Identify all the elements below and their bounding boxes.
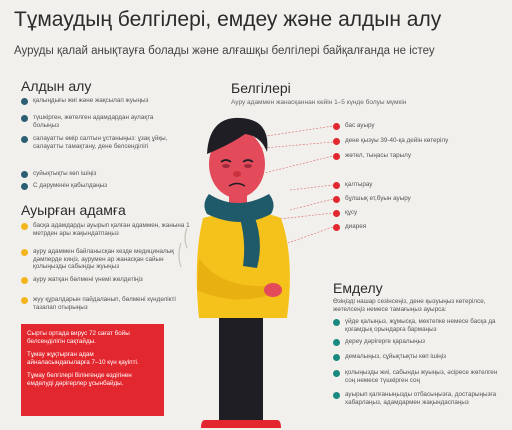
- prevention-heading: Алдын алу: [21, 78, 92, 94]
- list-item: бас ауыру: [333, 122, 503, 137]
- right-shoe: [241, 420, 281, 428]
- alert-text: Сырты ортада вирус 72 сағат бойы белсенділігін сақтайды.: [27, 330, 130, 345]
- list-item: ауру адаммен байланысқан кезде медициналық дәмперде киңіз, аурумен ар жанасқан сайын қолыңызды сабынды жуыңыз: [21, 248, 191, 276]
- list-item: түшкірген, жөтелген адамдардан аулақта болыңыз: [21, 114, 181, 135]
- list-item: суйықтықты көп ішіңіз: [21, 170, 181, 182]
- list-item: қалыңдығы жиі және жақсылап жуыңыз: [21, 97, 181, 114]
- nose: [233, 171, 241, 177]
- list-item: С дәруменін қабылдаңыз: [21, 182, 181, 194]
- treatment-list: [333, 318, 505, 415]
- symptoms-subheading: Ауру адаммен жанасқаннан кейін 1–5 күнде болуы мүмкін: [231, 99, 407, 106]
- list-item: дене қызуы 39-40-қа дейін көтерілу: [333, 137, 503, 152]
- list-item: салауатты өмір салтын ұстаныңыз: ұзақ ұйқы, салауатты тамақтану, дене белсенділігі: [21, 135, 181, 170]
- left-shoe: [201, 420, 241, 428]
- list-item: құсу: [333, 209, 503, 223]
- symptoms-heading: Белгілері: [231, 80, 291, 96]
- list-item: басқа адамдарды ауырып қалған адаммен, жанына 1 метрден ары жақындатпаңыз: [21, 222, 191, 248]
- list-item: демалыңыз, сұйықтықты көп ішіңіз: [333, 353, 505, 369]
- left-leg: [219, 313, 241, 421]
- alert-text: Тұмау белгілері білінгенде өздігінен емделуді дәрігерлер ұсынбайды.: [27, 372, 132, 387]
- list-item: жуу құралдарын пайдаланып, бөлмені күнделікті тазалап отырыңыз: [21, 296, 191, 314]
- care-heading: Ауырған адамға: [21, 202, 126, 218]
- list-item: диарея: [333, 223, 503, 237]
- eye-bag: [222, 164, 230, 168]
- sick-person-illustration: [175, 108, 335, 430]
- treatment-intro: Өзіңізді нашар сезінсеңіз, дене қызуыңыз көтерілсе, жөтелсеңіз немесе тамағыңыз ауырса:: [333, 298, 486, 313]
- list-item: қолыңызды жиі, сабынды жуыңыз, әсіресе жөтелген соң немесе түшкірген соң: [333, 369, 505, 391]
- list-item: бұлшық ет,буын ауыру: [333, 195, 503, 209]
- list-item: үйде қалыңыз, жұмысқа, мектепке немесе басқа да қоғамдық орындарға бармаңыз: [333, 318, 505, 338]
- list-item: ауру жатқан бөлмені үнемі желдетіңіз: [21, 276, 191, 296]
- symptoms-list-top: [333, 122, 503, 167]
- list-item: қалтырау: [333, 181, 503, 195]
- eye-bag: [244, 164, 252, 168]
- page-subtitle: Ауруды қалай анықтауға болады және алғашқы белгілері байқалғанда не істеу: [14, 45, 435, 57]
- alert-text: Тұмау жұқтырған адам айналасындағыларға 7–10 күн қауіпті.: [27, 351, 139, 366]
- page-title: Тұмаудың белгілері, емдеу және алдын алу: [14, 8, 442, 31]
- list-item: дереу дәрігерге қаралыңыз: [333, 338, 505, 353]
- list-item: жөтел, тыңасы тарылу: [333, 152, 503, 167]
- right-leg: [241, 313, 263, 421]
- list-item: ауырып қалғаныңызды отбасыңызға, достарыңызға хабарлаңыз, адамдармен жақындаспаңыз: [333, 391, 505, 415]
- symptoms-list-bottom: [333, 181, 503, 237]
- treatment-heading: Емделу: [333, 280, 383, 296]
- hand: [264, 283, 282, 297]
